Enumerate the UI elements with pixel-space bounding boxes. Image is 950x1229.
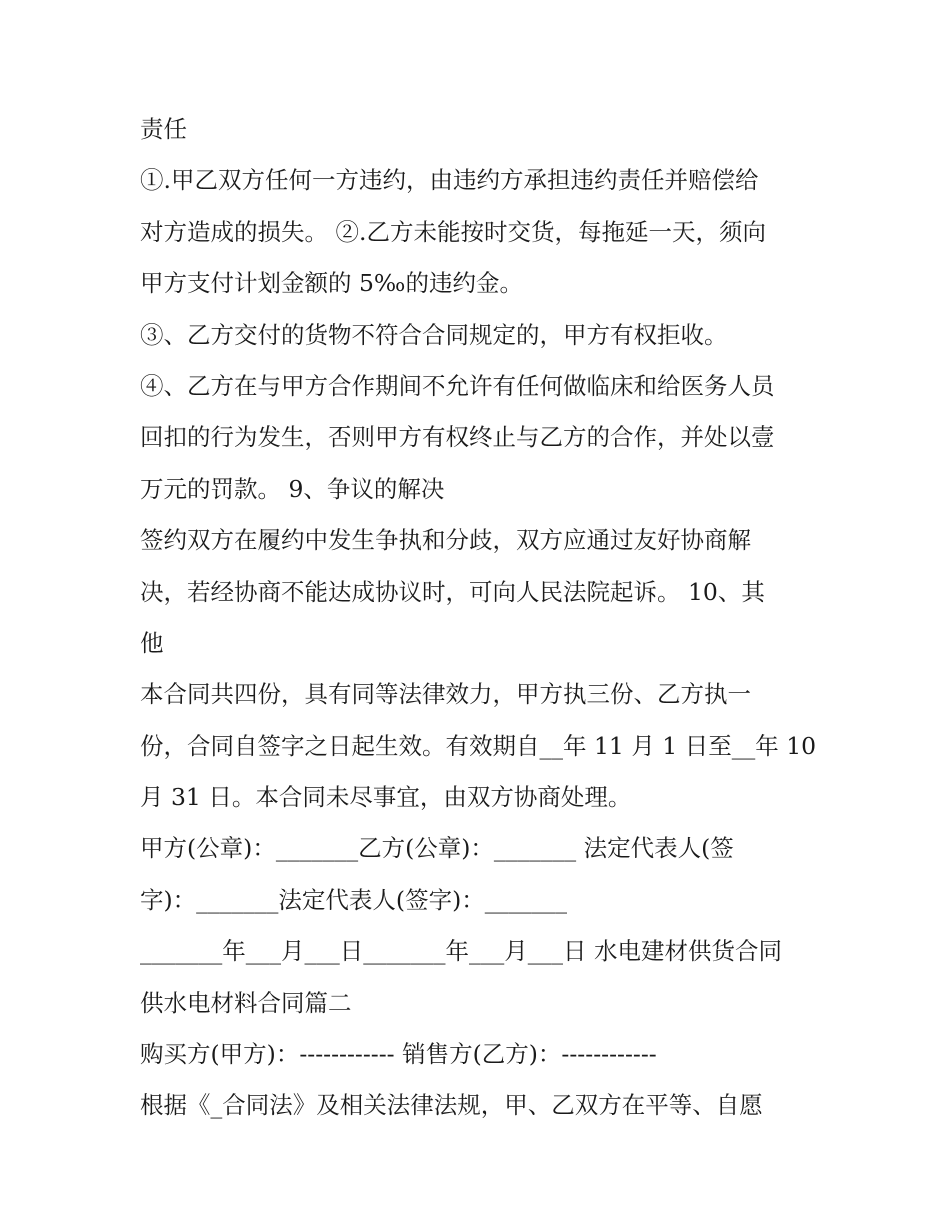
paragraph-line: 根据《_合同法》及相关法律法规，甲、乙双方在平等、自愿 <box>140 1091 763 1120</box>
signature-line: 字)：_______法定代表人(签字)：_______ <box>140 885 568 914</box>
paragraph-line: 甲方支付计划金额的 5‰的违约金。 <box>140 269 523 298</box>
date-line: _______年___月___日_______年___月___日 水电建材供货合同 <box>140 937 782 966</box>
paragraph-line: 万元的罚款。 9、争议的解决 <box>140 474 445 503</box>
paragraph-line: 签约双方在履约中发生争执和分歧，双方应通过友好协商解 <box>140 526 751 555</box>
paragraph-line: 份，合同自签字之日起生效。有效期自__年 11 月 1 日至__年 10 <box>140 731 817 760</box>
parties-line: 购买方(甲方)：------------ 销售方(乙方)：------------ <box>140 1040 657 1069</box>
signature-line: 甲方(公章)：_______乙方(公章)：_______ 法定代表人(签 <box>140 834 734 863</box>
paragraph-line: 本合同共四份，具有同等法律效力，甲方执三份、乙方执一 <box>140 680 751 709</box>
paragraph-line: 月 31 日。本合同未尽事宜，由双方协商处理。 <box>140 783 632 812</box>
paragraph-line: ①.甲乙双方任何一方违约，由违约方承担违约责任并赔偿给 <box>140 166 759 195</box>
paragraph-line: 对方造成的损失。 ②.乙方未能按时交货，每拖延一天，须向 <box>140 217 766 246</box>
section-title: 供水电材料合同篇二 <box>140 988 352 1017</box>
paragraph-line: ③、乙方交付的货物不符合合同规定的，甲方有权拒收。 <box>140 320 728 349</box>
paragraph-line: 他 <box>140 628 164 657</box>
contract-text-body <box>140 104 820 1132</box>
paragraph-line: 回扣的行为发生，否则甲方有权终止与乙方的合作，并处以壹 <box>140 423 775 452</box>
paragraph-line: 责任 <box>140 115 187 143</box>
paragraph-line: 决，若经协商不能达成协议时，可向人民法院起诉。 10、其 <box>140 577 765 606</box>
paragraph-line: ④、乙方在与甲方合作期间不允许有任何做临床和给医务人员 <box>140 371 775 400</box>
